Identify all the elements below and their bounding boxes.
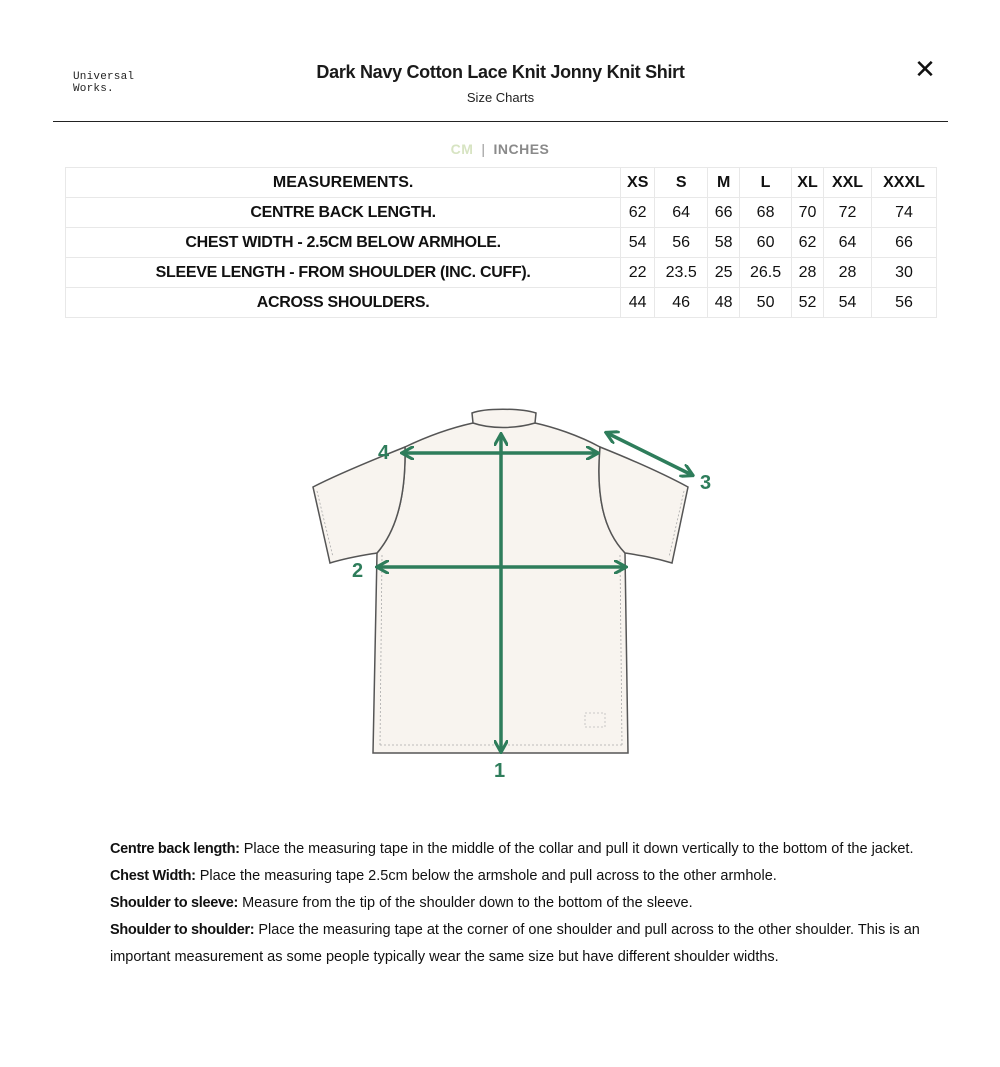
table-cell: 56 (655, 228, 708, 258)
unit-cm-tab[interactable]: CM (450, 141, 474, 157)
size-header: XL (792, 168, 824, 198)
unit-separator: | (481, 141, 486, 157)
table-cell: 30 (871, 258, 936, 288)
note-shoulder-to-sleeve (110, 890, 940, 917)
note-text: Place the measuring tape in the middle of the collar and pull it down vertically to the bottom of the jacket. (239, 841, 914, 857)
note-text: Place the measuring tape 2.5cm below the armshole and pull across to the other armhole. (195, 868, 777, 884)
table-cell: 48 (708, 288, 740, 318)
table-cell: 22 (621, 258, 655, 288)
note-term: Centre back length: (110, 841, 240, 857)
table-cell: 70 (792, 198, 824, 228)
measurements-header: MEASUREMENTS. (66, 168, 621, 198)
table-cell: 72 (824, 198, 872, 228)
row-label: CENTRE BACK LENGTH. (66, 198, 621, 228)
table-cell: 66 (708, 198, 740, 228)
table-cell: 64 (824, 228, 872, 258)
table-cell: 68 (740, 198, 792, 228)
table-cell: 64 (655, 198, 708, 228)
logo-line-1: Universal (73, 71, 135, 83)
product-title: Dark Navy Cotton Lace Knit Jonny Knit Shirt (316, 62, 685, 82)
size-header: S (655, 168, 708, 198)
table-cell: 54 (824, 288, 872, 318)
table-row (66, 288, 937, 318)
table-cell: 60 (740, 228, 792, 258)
title-block (53, 62, 948, 105)
table-cell: 44 (621, 288, 655, 318)
table-row (66, 198, 937, 228)
unit-toggle (0, 141, 1000, 157)
table-cell: 62 (792, 228, 824, 258)
row-label: CHEST WIDTH - 2.5CM BELOW ARMHOLE. (66, 228, 621, 258)
table-cell: 46 (655, 288, 708, 318)
table-cell: 56 (871, 288, 936, 318)
unit-inches-tab[interactable]: INCHES (493, 141, 550, 157)
label-4: 4 (378, 442, 390, 464)
table-row (66, 258, 937, 288)
note-chest-width (110, 863, 940, 890)
table-cell: 74 (871, 198, 936, 228)
note-term: Shoulder to sleeve: (110, 895, 239, 911)
note-term: Shoulder to shoulder: (110, 922, 255, 938)
shirt-collar (472, 409, 536, 427)
note-term: Chest Width: (110, 868, 196, 884)
size-header: L (740, 168, 792, 198)
table-cell: 28 (792, 258, 824, 288)
table-cell: 23.5 (655, 258, 708, 288)
modal-header (53, 0, 948, 122)
size-header: XXXL (871, 168, 936, 198)
note-text: Place the measuring tape at the corner of one shoulder and pull across to the other shoulder. This is an important measurement as some people typically wear the same size but have different shoulder widths. (110, 922, 920, 965)
close-icon[interactable]: ✕ (914, 54, 936, 84)
label-2: 2 (352, 560, 364, 582)
row-label: SLEEVE LENGTH - FROM SHOULDER (INC. CUFF). (66, 258, 621, 288)
size-header: XS (621, 168, 655, 198)
table-cell: 25 (708, 258, 740, 288)
table-cell: 28 (824, 258, 872, 288)
modal-subtitle: Size Charts (466, 90, 535, 105)
label-1: 1 (494, 760, 506, 782)
size-table-header (66, 168, 937, 198)
shirt-measurement-diagram (300, 395, 720, 790)
size-header: M (708, 168, 740, 198)
table-cell: 52 (792, 288, 824, 318)
size-table (65, 167, 937, 318)
label-3: 3 (700, 472, 712, 494)
table-cell: 50 (740, 288, 792, 318)
table-cell: 54 (621, 228, 655, 258)
table-cell: 66 (871, 228, 936, 258)
table-cell: 58 (708, 228, 740, 258)
note-shoulder-to-shoulder (110, 917, 940, 971)
logo-line-2: Works. (73, 83, 114, 95)
table-row (66, 228, 937, 258)
measurement-notes (110, 836, 940, 971)
row-label: ACROSS SHOULDERS. (66, 288, 621, 318)
table-cell: 26.5 (740, 258, 792, 288)
table-cell: 62 (621, 198, 655, 228)
size-header: XXL (824, 168, 872, 198)
note-centre-back-length (110, 836, 940, 863)
note-text: Measure from the tip of the shoulder down to the bottom of the sleeve. (238, 895, 693, 911)
